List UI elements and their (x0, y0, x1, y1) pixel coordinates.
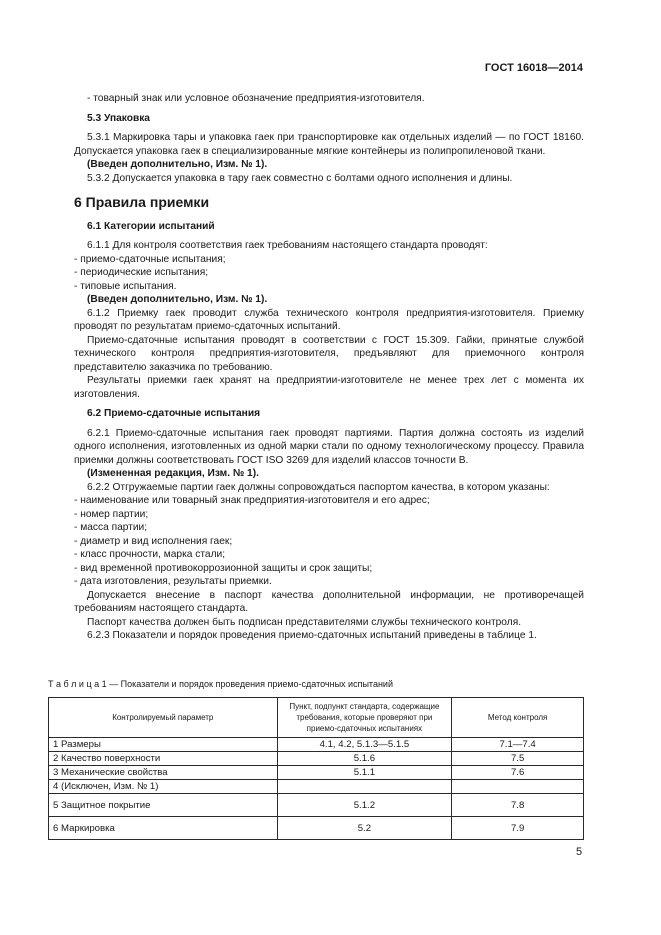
list-item: - наименование или товарный знак предприятия-изготовителя и его адрес; (74, 495, 430, 506)
section-heading: 6.2 Приемо-сдаточные испытания (87, 408, 261, 419)
paragraph: 6.2.2 Отгружаемые партии гаек должны сопровождаться паспортом качества, в котором указаны: (87, 481, 550, 493)
table-cell: 3 Механические свойства (49, 766, 278, 780)
section-heading: 6.1 Категории испытаний (87, 220, 215, 232)
list-item: - диаметр и вид исполнения гаек; (74, 535, 233, 547)
inspection-table (48, 697, 584, 840)
table-row (49, 794, 584, 817)
column-header: Метод контроля (452, 698, 584, 738)
document-body (74, 92, 584, 643)
table-row (49, 817, 584, 840)
list-item: - масса партии; (74, 522, 148, 533)
table-caption: Т а б л и ц а 1 — Показатели и порядок проведения приемо-сдаточных испытаний (48, 679, 393, 689)
table-cell: 5 Защитное покрытие (49, 794, 278, 817)
table-row (49, 780, 584, 794)
table-cell: 7.1—7.4 (452, 738, 584, 752)
chapter-heading: 6 Правила приемки (74, 194, 210, 210)
table-cell: 4 (Исключен, Изм. № 1) (49, 780, 278, 794)
table-cell: 5.1.2 (277, 794, 452, 817)
section-heading: 5.3 Упаковка (87, 112, 150, 124)
table-cell (452, 780, 584, 794)
paragraph: 6.2.1 Приемо-сдаточные испытания гаек проводят партиями. Партия должна состоять из изделий одного исполнения, изготовленных из одной марки стали по одному технологическому процессу. Правила приемки должны соответствовать ГОСТ ISO 3269 для изделий классов точности В. (74, 427, 584, 466)
list-item: - типовые испытания. (74, 280, 177, 292)
table-cell: 4.1, 4.2, 5.1.3—5.1.5 (277, 738, 452, 752)
table-cell: 1 Размеры (49, 738, 278, 752)
table-row (49, 752, 584, 766)
list-item: - вид временной противокоррозионной защиты и срок защиты; (74, 562, 373, 574)
table-cell (277, 780, 452, 794)
list-item: - дата изготовления, результаты приемки. (74, 576, 272, 587)
table-cell: 2 Качество поверхности (49, 752, 278, 766)
list-item: - класс прочности, марка стали; (74, 549, 226, 560)
table-cell: 7.8 (452, 794, 584, 817)
list-item: - номер партии; (74, 508, 149, 520)
table-cell: 7.6 (452, 766, 584, 780)
table-cell: 7.5 (452, 752, 584, 766)
table-cell: 5.1.6 (277, 752, 452, 766)
document-header: ГОСТ 16018—2014 (484, 62, 583, 74)
paragraph: 6.1.2 Приемку гаек проводит служба технического контроля предприятия-изготовителя. Приемку проводят по результатам приемо-сдаточных испытаний. (74, 307, 584, 332)
paragraph: Паспорт качества должен быть подписан представителями службы технического контроля. (87, 616, 522, 628)
page-number: 5 (576, 846, 583, 858)
paragraph: 6.2.3 Показатели и порядок проведения приемо-сдаточных испытаний приведены в таблице 1. (87, 630, 537, 641)
paragraph: Приемо-сдаточные испытания проводят в соответствии с ГОСТ 15.309. Гайки, принятые службой технического контроля предприятия-изготовителя, предъявляют для приемочного контроля представителю заказчика по требованию. (74, 334, 584, 373)
paragraph: 6.1.1 Для контроля соответствия гаек требованиям настоящего стандарта проводят: (87, 240, 488, 251)
table-row (49, 766, 584, 780)
list-item: - товарный знак или условное обозначение предприятия-изготовителя. (87, 93, 425, 104)
table-cell: 7.9 (452, 817, 584, 840)
paragraph: Результаты приемки гаек хранят на предприятии-изготовителе не менее трех лет с момента их изготовления. (74, 375, 584, 400)
table-cell: 5.2 (277, 817, 452, 840)
table-cell: 5.1.1 (277, 766, 452, 780)
table-cell: 6 Маркировка (49, 817, 278, 840)
list-item: - приемо-сдаточные испытания; (74, 253, 226, 265)
paragraph: 5.3.1 Маркировка тары и упаковка гаек при транспортировке как отдельных изделий — по ГОСТ 18160. Допускается упаковка гаек в специализированные мягкие контейнеры из полипропиленовой ткани. (74, 132, 584, 157)
amendment-note: (Введен дополнительно, Изм. № 1). (87, 294, 268, 305)
amendment-note: (Измененная редакция, Изм. № 1). (87, 468, 259, 479)
column-header: Контролируемый параметр (49, 698, 278, 738)
paragraph: Допускается внесение в паспорт качества дополнительной информации, не противоречащей требованиям настоящего стандарта. (74, 589, 584, 614)
column-header: Пункт, подпункт стандарта, содержащие требования, которые проверяют при приемо-сдаточных испытаниях (277, 698, 452, 738)
table-row (49, 738, 584, 752)
list-item: - периодические испытания; (74, 267, 209, 278)
paragraph: 5.3.2 Допускается упаковка в тару гаек совместно с болтами одного исполнения и длины. (87, 172, 513, 184)
amendment-note: (Введен дополнительно, Изм. № 1). (87, 159, 268, 170)
